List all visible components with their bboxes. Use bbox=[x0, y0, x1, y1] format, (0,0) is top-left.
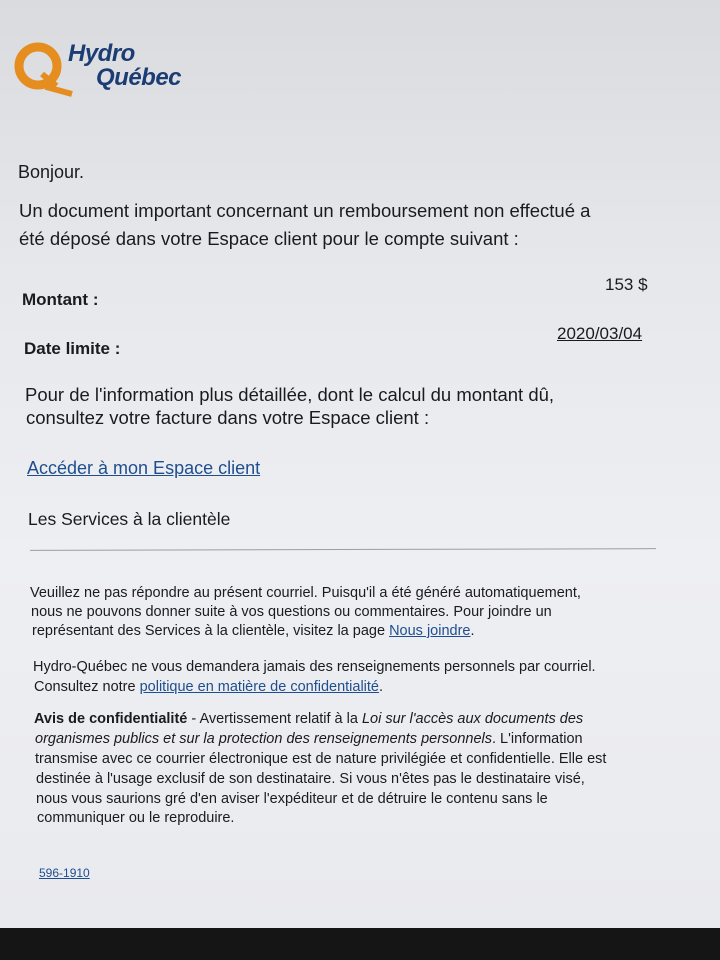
notice-line-1 bbox=[34, 709, 583, 729]
signature: Les Services à la clientèle bbox=[28, 509, 231, 529]
footer-p1-line-3 bbox=[32, 621, 475, 641]
privacy-policy-link[interactable]: politique en matière de confidentialité bbox=[139, 679, 379, 695]
footer-p2-line-1: Hydro-Québec ne vous demandera jamais des renseignements personnels par courriel. bbox=[33, 659, 596, 675]
due-date-value: 2020/03/04 bbox=[557, 324, 643, 343]
logo-word-quebec: Québec bbox=[96, 64, 182, 91]
screen-bezel bbox=[0, 928, 720, 960]
notice-line-6: communiquer ou le reproduire. bbox=[37, 810, 235, 826]
footer-p1-line-1: Veuillez ne pas répondre au présent courriel. Puisqu'il a été généré automatiquement, bbox=[30, 585, 581, 601]
notice-line-2-text: . L'information bbox=[492, 731, 583, 747]
notice-line-3: transmise avec ce courrier électronique est de nature privilégiée et confidentielle. Elle est bbox=[35, 751, 607, 767]
footer-p2-period: . bbox=[379, 679, 384, 695]
hydro-quebec-logo bbox=[12, 36, 212, 106]
footer-p1-line-2: nous ne pouvons donner suite à vos questions ou commentaires. Pour joindre un bbox=[31, 604, 552, 620]
footer-p2-line-2 bbox=[34, 677, 383, 697]
notice-line-5: nous vous saurions gré d'en aviser l'expéditeur et de détruire le contenu sans le bbox=[36, 791, 548, 807]
greeting: Bonjour. bbox=[18, 162, 85, 182]
amount-label: Montant : bbox=[22, 290, 99, 309]
intro-line-1: Un document important concernant un remboursement non effectué a bbox=[19, 200, 591, 221]
nous-joindre-link[interactable]: Nous joindre bbox=[389, 623, 471, 639]
reference-code-link[interactable]: 596-1910 bbox=[39, 866, 90, 880]
footer-p1-line-3-text: représentant des Services à la clientèle, visitez la page bbox=[32, 623, 390, 639]
due-date-label: Date limite : bbox=[24, 339, 121, 358]
logo-word-hydro: Hydro bbox=[68, 40, 135, 67]
intro-line-2: été déposé dans votre Espace client pour le compte suivant : bbox=[19, 228, 519, 249]
footer-p2-line-2-text: Consultez notre bbox=[34, 679, 140, 695]
info-line-1: Pour de l'information plus détaillée, dont le calcul du montant dû, bbox=[25, 384, 555, 405]
info-line-2: consultez votre facture dans votre Espace client : bbox=[26, 407, 430, 428]
notice-line-2 bbox=[35, 729, 583, 749]
footer-divider bbox=[30, 548, 656, 551]
notice-title: Avis de confidentialité bbox=[34, 711, 188, 727]
espace-client-link[interactable]: Accéder à mon Espace client bbox=[27, 458, 261, 478]
notice-line-1-text: - Avertissement relatif à la bbox=[187, 711, 362, 727]
footer-p1-period: . bbox=[470, 623, 475, 639]
notice-law-name-2: organismes publics et sur la protection des renseignements personnels bbox=[35, 731, 492, 747]
notice-law-name-1: Loi sur l'accès aux documents des bbox=[361, 711, 584, 727]
notice-line-4: destinée à l'usage exclusif de son destinataire. Si vous n'êtes pas le destinataire visé, bbox=[36, 771, 585, 787]
amount-value: 153 $ bbox=[605, 275, 648, 294]
